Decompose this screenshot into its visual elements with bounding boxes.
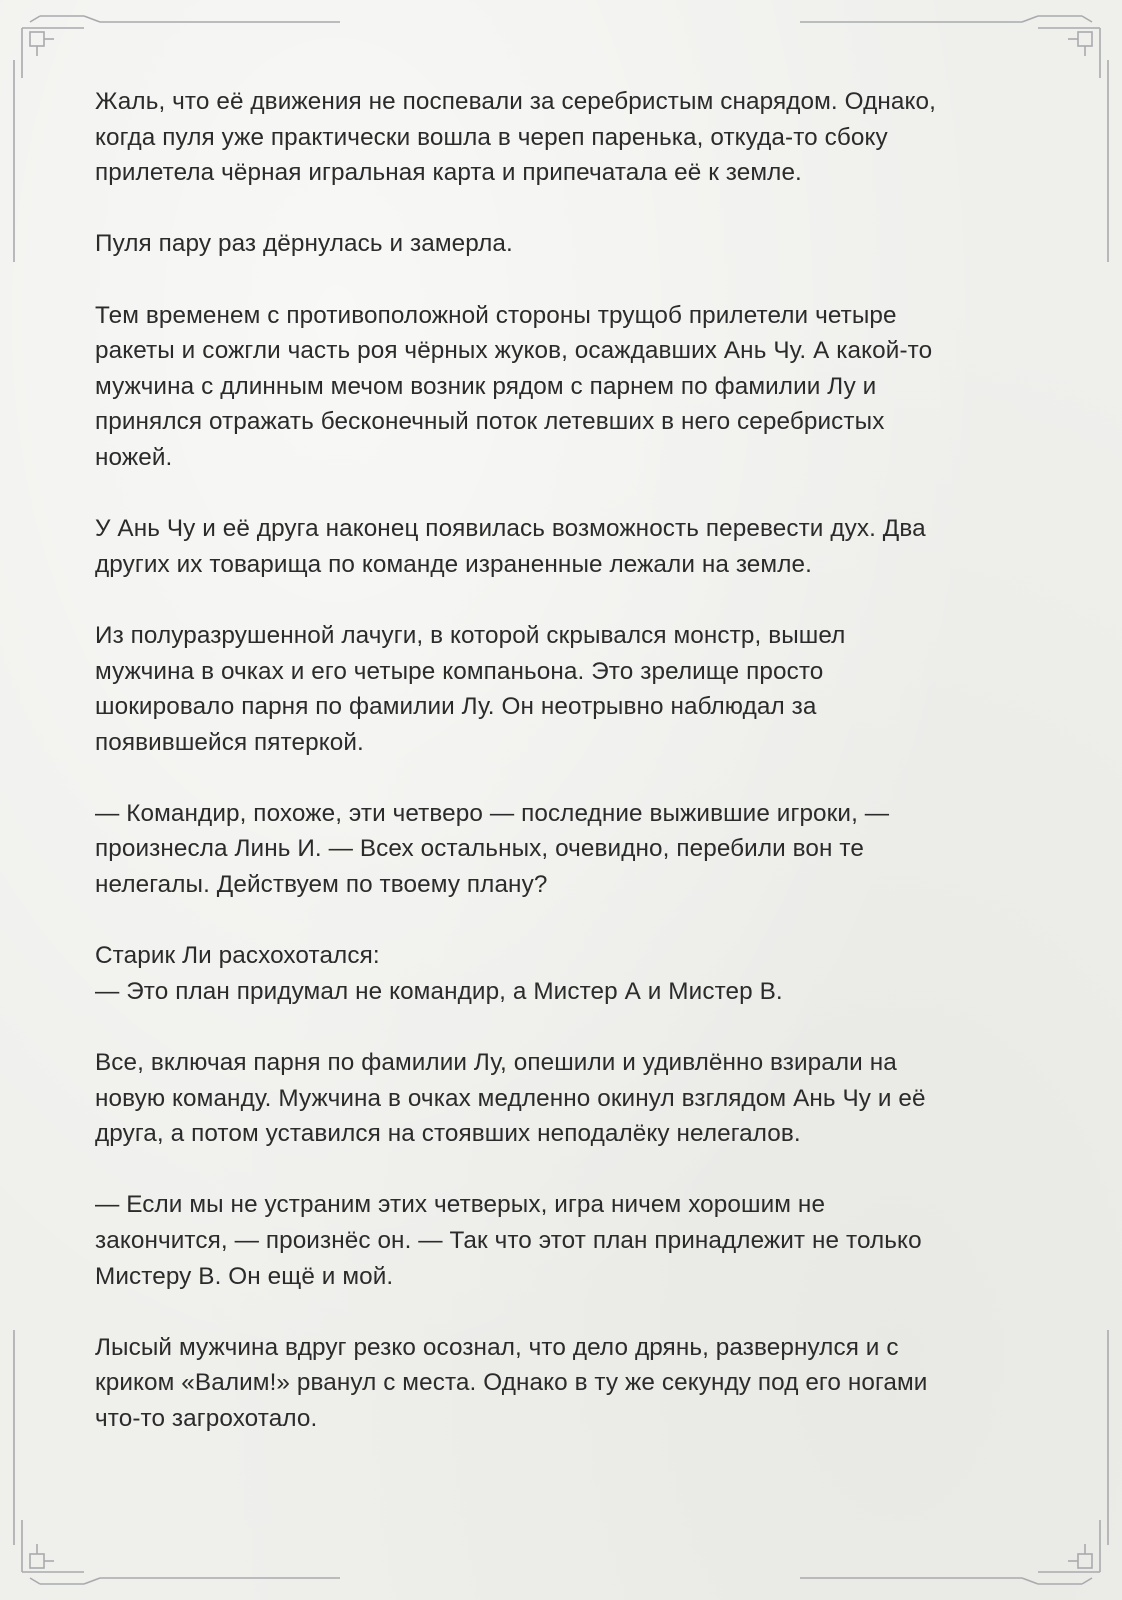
paragraph (95, 511, 1035, 582)
text-line: — Командир, похоже, эти четверо — последние выжившие игроки, — (95, 799, 890, 827)
text-line: произнесла Линь И. — Всех остальных, очевидно, перебили вон те (95, 835, 864, 863)
text-line: У Ань Чу и её друга наконец появилась возможность перевести дух. Два (95, 515, 926, 543)
text-line: принялся отражать бесконечный поток летевших в него серебристых (95, 408, 885, 436)
text-line: Все, включая парня по фамилии Лу, опешили и удивлённо взирали на (95, 1049, 897, 1077)
paragraph (95, 938, 1035, 1009)
text-line: прилетела чёрная игральная карта и припечатала её к земле. (95, 159, 802, 187)
paragraph (95, 226, 1035, 262)
text-line: Из полуразрушенной лачуги, в которой скрывался монстр, вышел (95, 621, 846, 649)
text-line: других их товарища по команде израненные лежали на земле. (95, 550, 812, 578)
text-line: Пуля пару раз дёрнулась и замерла. (95, 230, 513, 258)
text-line: мужчина в очках и его четыре компаньона. Это зрелище просто (95, 657, 824, 685)
paragraph (95, 1045, 1035, 1152)
paragraph (95, 1330, 1035, 1437)
text-line: мужчина с длинным мечом возник рядом с парнем по фамилии Лу и (95, 372, 877, 400)
paragraph (95, 84, 1035, 191)
text-line: друга, а потом уставился на стоявших неподалёку нелегалов. (95, 1120, 801, 1148)
paragraph (95, 618, 1035, 760)
text-line: нелегалы. Действуем по твоему плану? (95, 871, 548, 899)
text-line: — Это план придумал не командир, а Мистер А и Мистер В. (95, 977, 783, 1005)
paragraph (95, 796, 1035, 903)
text-line: появившейся пятеркой. (95, 728, 364, 756)
text-line: Мистеру В. Он ещё и мой. (95, 1262, 394, 1290)
text-line: шокировало парня по фамилии Лу. Он неотрывно наблюдал за (95, 693, 817, 721)
text-line: криком «Валим!» рванул с места. Однако в ту же секунду под его ногами (95, 1369, 928, 1397)
text-line: Старик Ли расхохотался: (95, 942, 380, 970)
text-line: новую команду. Мужчина в очках медленно окинул взглядом Ань Чу и её (95, 1084, 926, 1112)
paragraph (95, 1187, 1035, 1294)
text-line: когда пуля уже практически вошла в череп паренька, откуда-то сбоку (95, 123, 888, 151)
text-line: Жаль, что её движения не поспевали за серебристым снарядом. Однако, (95, 88, 936, 115)
chapter-text (95, 84, 1035, 1472)
text-line: Тем временем с противоположной стороны трущоб прилетели четыре (95, 301, 897, 329)
text-line: что-то загрохотало. (95, 1404, 318, 1432)
text-line: ножей. (95, 443, 173, 471)
text-line: ракеты и сожгли часть роя чёрных жуков, осаждавших Ань Чу. А какой-то (95, 337, 933, 365)
text-line: Лысый мужчина вдруг резко осознал, что дело дрянь, развернулся и с (95, 1333, 899, 1361)
text-line: — Если мы не устраним этих четверых, игра ничем хорошим не (95, 1191, 826, 1219)
paragraph (95, 298, 1035, 476)
text-line: закончится, — произнёс он. — Так что этот план принадлежит не только (95, 1227, 922, 1254)
